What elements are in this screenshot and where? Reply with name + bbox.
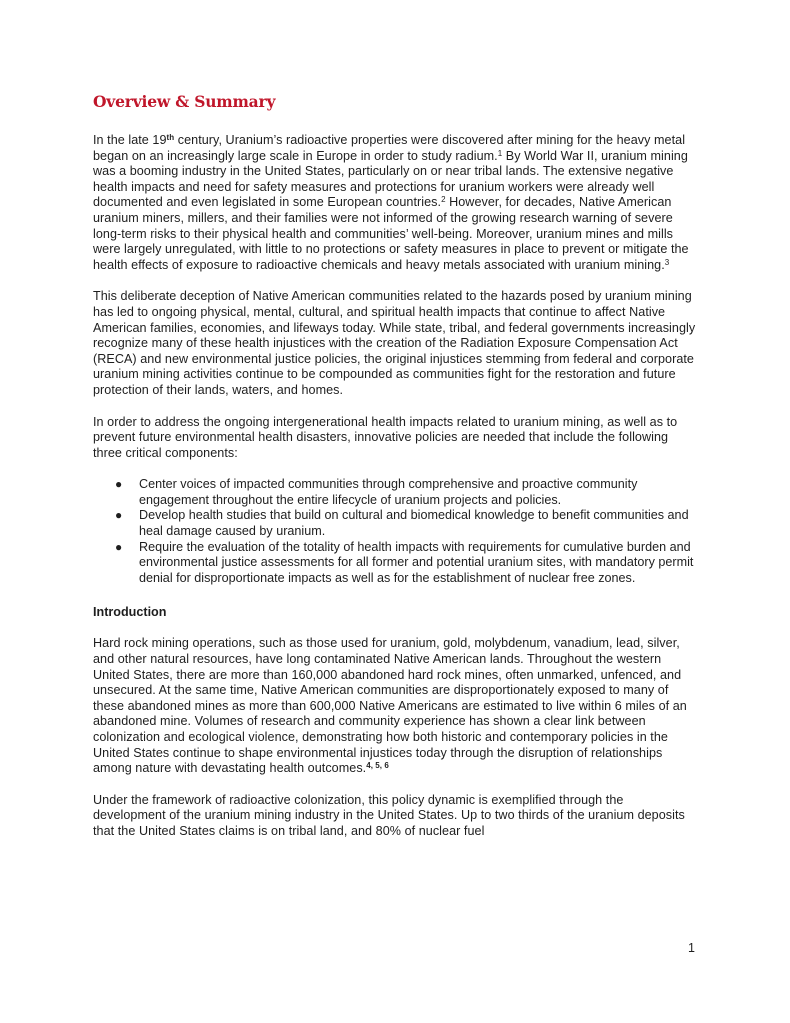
list-item-text: Center voices of impacted communities through comprehensive and proactive community engagement throughout the entire lifecycle of uranium projects and policies. (139, 477, 638, 507)
bullet-icon: ● (115, 477, 123, 492)
list-item (93, 477, 699, 508)
list-item (93, 508, 699, 539)
footnote-ref-2[interactable]: 2 (441, 195, 446, 205)
paragraph-text: Hard rock mining operations, such as those used for uranium, gold, molybdenum, vanadium, lead, silver, and other natural resources, have long contaminated Native American lands. Throughout the western United States, there are more than 160,000 abandoned hard rock mines, often unmarked, unfenced, and unsecured. At the same time, Native American communities are disproportionately exposed to many of these abandoned mines as more than 600,000 Native Americans are estimated to live within 6 miles of an abandoned mine. Volumes of research and community experience has shown a clear link between colonization and ecological violence, demonstrating how both historic and contemporary policies in the United States continue to shape environmental injustices today through the disruption of relationships among nature with devastating health outcomes. (93, 636, 687, 776)
paragraph-text: century, Uranium’s radioactive properties were discovered after mining for the heavy metal began on an increasingly large scale in Europe in order to study radium. (93, 133, 686, 163)
footnote-ref-4-5-6[interactable]: 4, 5, 6 (366, 761, 389, 771)
paragraph-overview-3: In order to address the ongoing intergenerational health impacts related to uranium mining, as well as to prevent future environmental health disasters, innovative policies are needed that include the following three critical components: (93, 414, 678, 460)
paragraph-overview-1 (93, 133, 699, 273)
bullet-icon: ● (115, 539, 123, 554)
list-item (93, 540, 699, 587)
section-heading-introduction: Introduction (93, 605, 167, 620)
paragraph-overview-2: This deliberate deception of Native American communities related to the hazards posed by uranium mining has led to ongoing physical, mental, cultural, and spiritual health impacts that continue to affect Native American families, economies, and lifeways today. While state, tribal, and federal governments increasingly recognize many of these health injustices with the creation of the Radiation Exposure Compensation Act (RECA) and new environmental justice policies, the original injustices stemming from federal and corporate uranium mining activities continue to be compounded as communities fight for the restoration and future protection of their lands, waters, and homes. (93, 289, 696, 397)
list-item-text: Develop health studies that build on cultural and biomedical knowledge to benefit communities and heal damage caused by uranium. (139, 508, 689, 539)
critical-components-list (93, 477, 699, 586)
document-page (93, 91, 699, 856)
list-item-text: Require the evaluation of the totality of health impacts with requirements for cumulative burden and environmental justice assessments for all former and potential uranium sites, with mandatory permit denial for disproportionate impacts as well as for the establishment of nuclear free zones. (139, 539, 694, 585)
footnote-ref-1[interactable]: 1 (497, 148, 503, 158)
paragraph-introduction-2: Under the framework of radioactive colonization, this policy dynamic is exemplified through the development of the uranium mining industry in the United States. Up to two thirds of the uranium deposits that the United States claims is on tribal land, and 80% of nuclear fuel (93, 792, 685, 838)
footnote-ref-3[interactable]: 3 (664, 257, 670, 267)
paragraph-text: By World War II, uranium mining was a booming industry in the United States, particularly on or near tribal lands. The extensive negative health impacts and need for safety measures and protections for uranium workers were already well documented and even legislated in some European countries. (93, 148, 688, 210)
ordinal-superscript: th (166, 133, 175, 142)
page-title: Overview & Summary (93, 92, 276, 111)
bullet-icon: ● (115, 508, 123, 523)
paragraph-text: In the late 19 (93, 133, 167, 147)
paragraph-introduction-1 (93, 636, 699, 776)
paragraph-text: However, for decades, Native American uranium miners, millers, and their families were not informed of the growing research warning of severe long-term risks to their physical health and communities’ well-being. Moreover, uranium mines and mills were largely unregulated, with little to no protections or safety measures in place to prevent or mitigate the health effects of exposure to radioactive chemicals and heavy metals associated with uranium mining. (93, 195, 689, 272)
page-number: 1 (688, 941, 695, 955)
